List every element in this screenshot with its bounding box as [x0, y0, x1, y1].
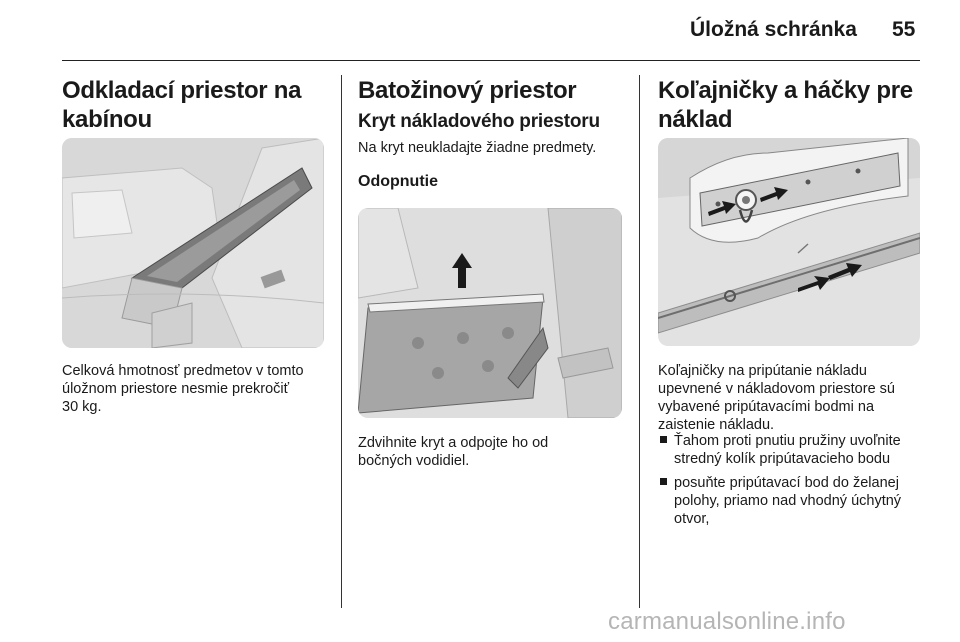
heading-luggage: Batožinový priestor — [358, 77, 577, 104]
section-title: Úložná schránka — [690, 18, 857, 41]
cover-warning: Na kryt neukladajte žiadne predmety. — [358, 140, 597, 156]
body-line: zaistenie nákladu. — [658, 417, 775, 433]
column-luggage — [358, 76, 626, 191]
page-number: 55 — [892, 18, 916, 41]
header-divider — [62, 60, 920, 61]
instruction-list — [658, 432, 924, 534]
list-item — [658, 474, 924, 528]
figure-cover-removal — [358, 208, 622, 418]
column-divider-1 — [341, 75, 342, 608]
caption-line: Zdvihnite kryt a odpojte ho od — [358, 435, 549, 451]
body-line: Koľajničky na pripútanie nákladu — [658, 363, 867, 379]
list-item-line: polohy, priamo nad vhodný úchytný — [674, 493, 902, 509]
body-line: vybavené pripútavacími bodmi na — [658, 399, 875, 415]
subheading-cover: Kryt nákladového priestoru — [358, 111, 600, 132]
list-item-line: stredný kolík pripútavacieho bodu — [674, 451, 891, 467]
caption-overhead-storage — [62, 362, 337, 416]
list-item-line: posuňte pripútavací bod do želanej — [674, 475, 899, 491]
caption-line: 30 kg. — [62, 399, 102, 415]
bullet-icon — [660, 436, 667, 443]
bullet-icon — [660, 478, 667, 485]
list-item-line: Ťahom proti pnutiu pružiny uvoľnite — [674, 433, 901, 449]
heading-overhead-storage: Odkladací priestor na kabínou — [62, 77, 302, 133]
caption-cover-removal — [358, 434, 628, 470]
heading-removal: Odopnutie — [358, 173, 438, 190]
watermark: carmanualsonline.info — [608, 608, 846, 635]
figure-cargo-rails — [658, 138, 920, 346]
figure-overhead-storage — [62, 138, 324, 348]
list-item-line: otvor, — [674, 511, 710, 527]
heading-rails-hooks-line: Koľajničky a háčky pre — [658, 77, 913, 104]
column-rails-hooks — [658, 76, 924, 134]
body-line: upevnené v nákladovom priestore sú — [658, 381, 895, 397]
rails-description — [658, 362, 928, 434]
caption-line: bočných vodidiel. — [358, 453, 470, 469]
caption-line: úložnom priestore nesmie prekročiť — [62, 381, 290, 397]
column-divider-2 — [639, 75, 640, 608]
column-overhead-storage — [62, 76, 332, 134]
list-item — [658, 432, 924, 468]
caption-line: Celková hmotnosť predmetov v tomto — [62, 363, 304, 379]
heading-rails-hooks-line: náklad — [658, 106, 733, 133]
